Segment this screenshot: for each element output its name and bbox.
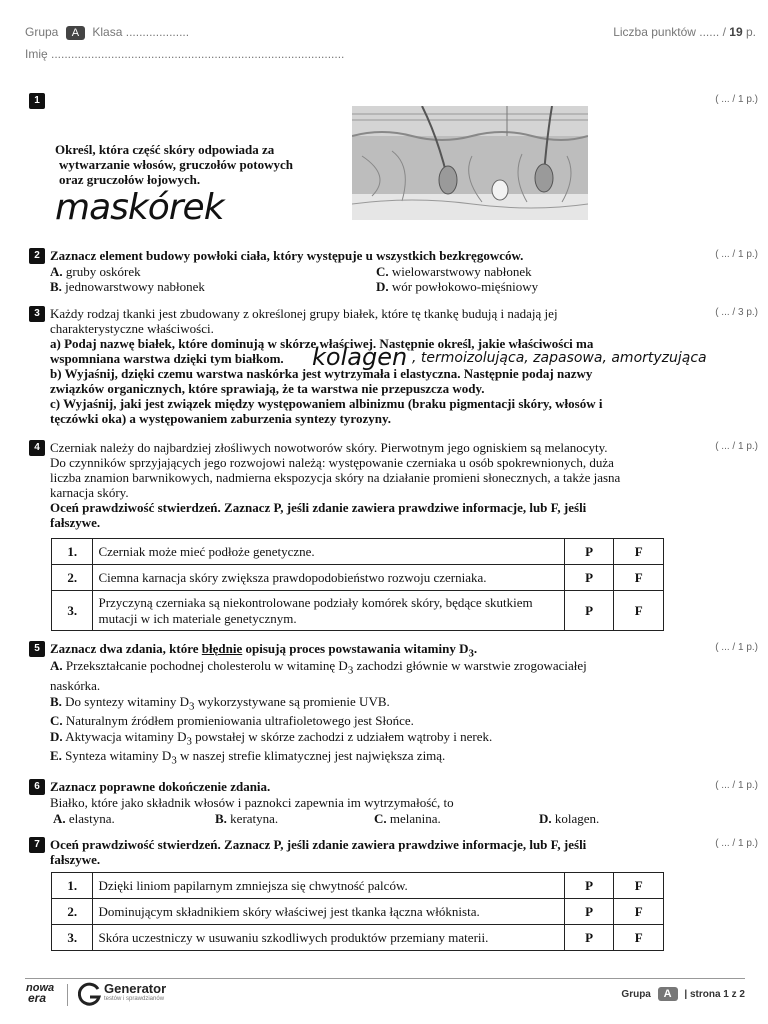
footer-group-label: Grupa bbox=[621, 989, 651, 1000]
instruction: Oceń prawdziwość stwierdzeń. Zaznacz P, jeśli zdanie zawiera prawdziwe informacje, lub F, jeśli bbox=[50, 837, 587, 852]
option-text: Do syntezy witaminy D bbox=[65, 694, 190, 709]
subscript: 3 bbox=[468, 647, 474, 660]
table-row bbox=[52, 925, 664, 951]
logo-text: nowa bbox=[26, 982, 55, 994]
group-label: Grupa bbox=[25, 25, 59, 39]
answer-option[interactable] bbox=[376, 264, 532, 279]
subquestion-b: b) Wyjaśnij, dzięki czemu warstwa naskórka jest wytrzymała i elastyczna. Następnie podaj nazwy bbox=[50, 366, 593, 381]
true-false-table bbox=[51, 538, 664, 631]
option-continuation: naskórka. bbox=[50, 678, 101, 693]
question-points: ( ... / 1 p.) bbox=[715, 94, 758, 105]
answer-option[interactable] bbox=[374, 811, 441, 826]
publisher-logo bbox=[26, 983, 54, 1003]
statement-text: Czerniak może mieć podłoże genetyczne. bbox=[93, 539, 564, 565]
option-text: Aktywacja witaminy D bbox=[65, 729, 187, 744]
emphasized-word: błędnie bbox=[201, 641, 243, 656]
question-number: 6 bbox=[29, 779, 45, 795]
option-letter: D. bbox=[376, 279, 389, 294]
question-fragment: . bbox=[473, 641, 478, 656]
generator-logo bbox=[104, 982, 166, 1003]
question-points: ( ... / 1 p.) bbox=[715, 642, 758, 653]
table-row bbox=[52, 873, 664, 899]
skin-cross-section-illustration bbox=[352, 106, 588, 220]
instruction: Oceń prawdziwość stwierdzeń. Zaznacz P, jeśli zdanie zawiera prawdziwe informacje, lub F, jeśli bbox=[50, 500, 587, 515]
option-letter: C. bbox=[376, 264, 389, 279]
statement-text: Dzięki liniom papilarnym zmniejsza się chwytność palców. bbox=[93, 873, 564, 899]
statement-text: Ciemna karnacja skóry zwiększa prawdopodobieństwo rozwoju czerniaka. bbox=[93, 565, 564, 591]
instruction: fałszywe. bbox=[50, 852, 101, 867]
group-field bbox=[25, 25, 189, 40]
option-letter: B. bbox=[50, 279, 62, 294]
class-field: Klasa ................... bbox=[92, 25, 190, 39]
row-number: 3. bbox=[52, 591, 93, 631]
question-text bbox=[55, 142, 293, 187]
question-fragment: Zaznacz dwa zdania, które bbox=[50, 641, 202, 656]
option-text: w naszej strefie klimatycznej jest największa zimą. bbox=[176, 748, 446, 763]
handwritten-answer: maskórek bbox=[55, 187, 224, 228]
handwritten-answer: kolagen bbox=[312, 343, 408, 371]
points-total: 19 bbox=[729, 25, 743, 39]
points-unit: p. bbox=[745, 25, 756, 39]
answer-option[interactable] bbox=[50, 658, 587, 679]
table-row bbox=[52, 539, 664, 565]
option-letter: D. bbox=[539, 811, 552, 826]
option-letter: A. bbox=[53, 811, 66, 826]
answer-option[interactable] bbox=[50, 748, 445, 769]
generator-g-icon bbox=[78, 982, 102, 1006]
logo-divider bbox=[67, 984, 68, 1006]
option-text: jednowarstwowy nabłonek bbox=[65, 279, 205, 294]
instruction: fałszywe. bbox=[50, 515, 101, 530]
subscript: 3 bbox=[186, 735, 192, 748]
answer-option[interactable] bbox=[50, 694, 390, 715]
table-row bbox=[52, 591, 664, 631]
question-line: Do czynników sprzyjających jego rozwojowi należą: występowanie czerniaka u osób spokrewnionych, duża bbox=[50, 455, 614, 470]
question-number: 3 bbox=[29, 306, 45, 322]
false-option[interactable]: F bbox=[614, 591, 664, 631]
true-option[interactable]: P bbox=[564, 565, 614, 591]
question-stem: Białko, które jako składnik włosów i paznokci zapewnia im wytrzymałość, to bbox=[50, 795, 454, 810]
subquestion-b: związków organicznych, które sprawiają, że ta warstwa nie przepuszcza wody. bbox=[50, 381, 485, 396]
footer-divider bbox=[25, 978, 745, 979]
question-number: 2 bbox=[29, 248, 45, 264]
name-field: Imię ........................................................................................ bbox=[25, 47, 345, 61]
option-text: zachodzi głównie w warstwie zrogowaciałej bbox=[353, 658, 587, 673]
answer-option[interactable] bbox=[50, 713, 414, 728]
subscript: 3 bbox=[347, 664, 354, 677]
option-letter: E. bbox=[50, 748, 62, 763]
question-text bbox=[50, 837, 586, 867]
answer-option[interactable] bbox=[50, 279, 205, 294]
option-letter: B. bbox=[215, 811, 227, 826]
question-number: 7 bbox=[29, 837, 45, 853]
question-text: Zaznacz poprawne dokończenie zdania. bbox=[50, 779, 271, 794]
option-text: gruby oskórek bbox=[65, 264, 141, 279]
question-line: Każdy rodzaj tkanki jest zbudowany z określonej grupy białek, które tę tkankę budują i nadają jej bbox=[50, 306, 558, 321]
question-line: karnacja skóry. bbox=[50, 485, 129, 500]
option-text: kolagen. bbox=[554, 811, 600, 826]
option-letter: C. bbox=[374, 811, 387, 826]
option-text: keratyna. bbox=[230, 811, 279, 826]
true-option[interactable]: P bbox=[564, 899, 614, 925]
option-letter: B. bbox=[50, 694, 62, 709]
question-line: Określ, która część skóry odpowiada za bbox=[55, 142, 275, 157]
question-points: ( ... / 1 p.) bbox=[715, 249, 758, 260]
true-option[interactable]: P bbox=[564, 539, 614, 565]
false-option[interactable]: F bbox=[614, 925, 664, 951]
question-points: ( ... / 1 p.) bbox=[715, 838, 758, 849]
answer-option[interactable] bbox=[50, 264, 141, 279]
subquestion-a: a) Podaj nazwę białek, które dominują w skórze właściwej. Następnie określ, jakie właściwości ma bbox=[50, 336, 594, 351]
question-points: ( ... / 1 p.) bbox=[715, 780, 758, 791]
question-points: ( ... / 1 p.) bbox=[715, 441, 758, 452]
option-text: Przekształcanie pochodnej cholesterolu w witaminę D bbox=[65, 658, 348, 673]
subquestion-a: wspomniana warstwa dzięki tym białkom. bbox=[50, 351, 284, 366]
subquestion-c: tęczówki oka) a występowaniem zaburzenia syntezy tyrozyny. bbox=[50, 411, 391, 426]
points-summary bbox=[613, 25, 756, 39]
table-row bbox=[52, 899, 664, 925]
generator-title: Generator bbox=[104, 981, 167, 996]
option-text: elastyna. bbox=[68, 811, 115, 826]
question-line: oraz gruczołów łojowych. bbox=[59, 172, 201, 187]
option-letter: A. bbox=[50, 658, 63, 673]
statement-text: Dominującym składnikiem skóry właściwej jest tkanka łączna włóknista. bbox=[93, 899, 564, 925]
answer-option[interactable] bbox=[376, 279, 538, 294]
answer-option[interactable] bbox=[53, 811, 115, 826]
logo-text: era bbox=[28, 991, 47, 1005]
true-option[interactable]: P bbox=[564, 591, 614, 631]
group-badge: A bbox=[66, 26, 85, 40]
option-letter: D. bbox=[50, 729, 63, 744]
row-number: 2. bbox=[52, 899, 93, 925]
option-letter: C. bbox=[50, 713, 63, 728]
row-number: 1. bbox=[52, 539, 93, 565]
option-text: melanina. bbox=[389, 811, 441, 826]
subscript: 3 bbox=[171, 754, 177, 767]
points-label: Liczba punktów ...... / bbox=[613, 25, 726, 39]
answer-option[interactable] bbox=[50, 729, 492, 750]
question-number: 4 bbox=[29, 440, 45, 456]
question-number: 5 bbox=[29, 641, 45, 657]
question-line: Czerniak należy do najbardziej złośliwych nowotworów skóry. Pierwotnym jego ogniskiem są melanocyty. bbox=[50, 440, 608, 455]
question-text bbox=[50, 440, 620, 530]
row-number: 3. bbox=[52, 925, 93, 951]
footer-page-info bbox=[621, 987, 745, 1001]
page-number: | strona 1 z 2 bbox=[684, 989, 745, 1000]
answer-option[interactable] bbox=[215, 811, 278, 826]
statement-text: Przyczyną czerniaka są niekontrolowane podziały komórek skóry, będące skutkiem mutacji w ich materiale genetycznym. bbox=[93, 591, 564, 631]
question-fragment: opisują proces powstawania witaminy D bbox=[242, 641, 469, 656]
question-line: wytwarzanie włosów, gruczołów potowych bbox=[59, 157, 293, 172]
option-text: Synteza witaminy D bbox=[65, 748, 172, 763]
true-false-table bbox=[51, 872, 664, 951]
option-text: Naturalnym źródłem promieniowania ultrafioletowego jest Słońce. bbox=[65, 713, 414, 728]
false-option[interactable]: F bbox=[614, 539, 664, 565]
statement-text: Skóra uczestniczy w usuwaniu szkodliwych produktów przemiany materii. bbox=[93, 925, 564, 951]
row-number: 1. bbox=[52, 873, 93, 899]
option-text: wykorzystywane są promienie UVB. bbox=[194, 694, 390, 709]
subquestion-c: c) Wyjaśnij, jaki jest związek między występowaniem albinizmu (braku pigmentacji skóry, włosów i bbox=[50, 396, 603, 411]
true-option[interactable]: P bbox=[564, 873, 614, 899]
question-points: ( ... / 3 p.) bbox=[715, 307, 758, 318]
question-number: 1 bbox=[29, 93, 45, 109]
subscript: 3 bbox=[189, 700, 195, 713]
row-number: 2. bbox=[52, 565, 93, 591]
question-line: charakterystyczne właściwości. bbox=[50, 321, 214, 336]
question-text: Zaznacz element budowy powłoki ciała, który występuje u wszystkich bezkręgowców. bbox=[50, 248, 524, 263]
false-option[interactable]: F bbox=[614, 899, 664, 925]
option-text: wór powłokowo-mięśniowy bbox=[391, 279, 539, 294]
table-row bbox=[52, 565, 664, 591]
option-letter: A. bbox=[50, 264, 63, 279]
generator-subtitle: testów i sprawdzianów bbox=[104, 996, 165, 1002]
footer-group-badge: A bbox=[658, 987, 678, 1001]
false-option[interactable]: F bbox=[614, 873, 664, 899]
answer-option[interactable] bbox=[539, 811, 599, 826]
handwritten-answer: , termoizolująca, zapasowa, amortyzująca bbox=[412, 350, 707, 366]
question-line: liczba znamion barwnikowych, nadmierna ekspozycja skóry na działanie promieni słonecznych, a także jasna bbox=[50, 470, 621, 485]
option-text: powstałej w skórze zachodzi z udziałem wątroby i nerek. bbox=[191, 729, 493, 744]
option-text: wielowarstwowy nabłonek bbox=[391, 264, 532, 279]
false-option[interactable]: F bbox=[614, 565, 664, 591]
true-option[interactable]: P bbox=[564, 925, 614, 951]
